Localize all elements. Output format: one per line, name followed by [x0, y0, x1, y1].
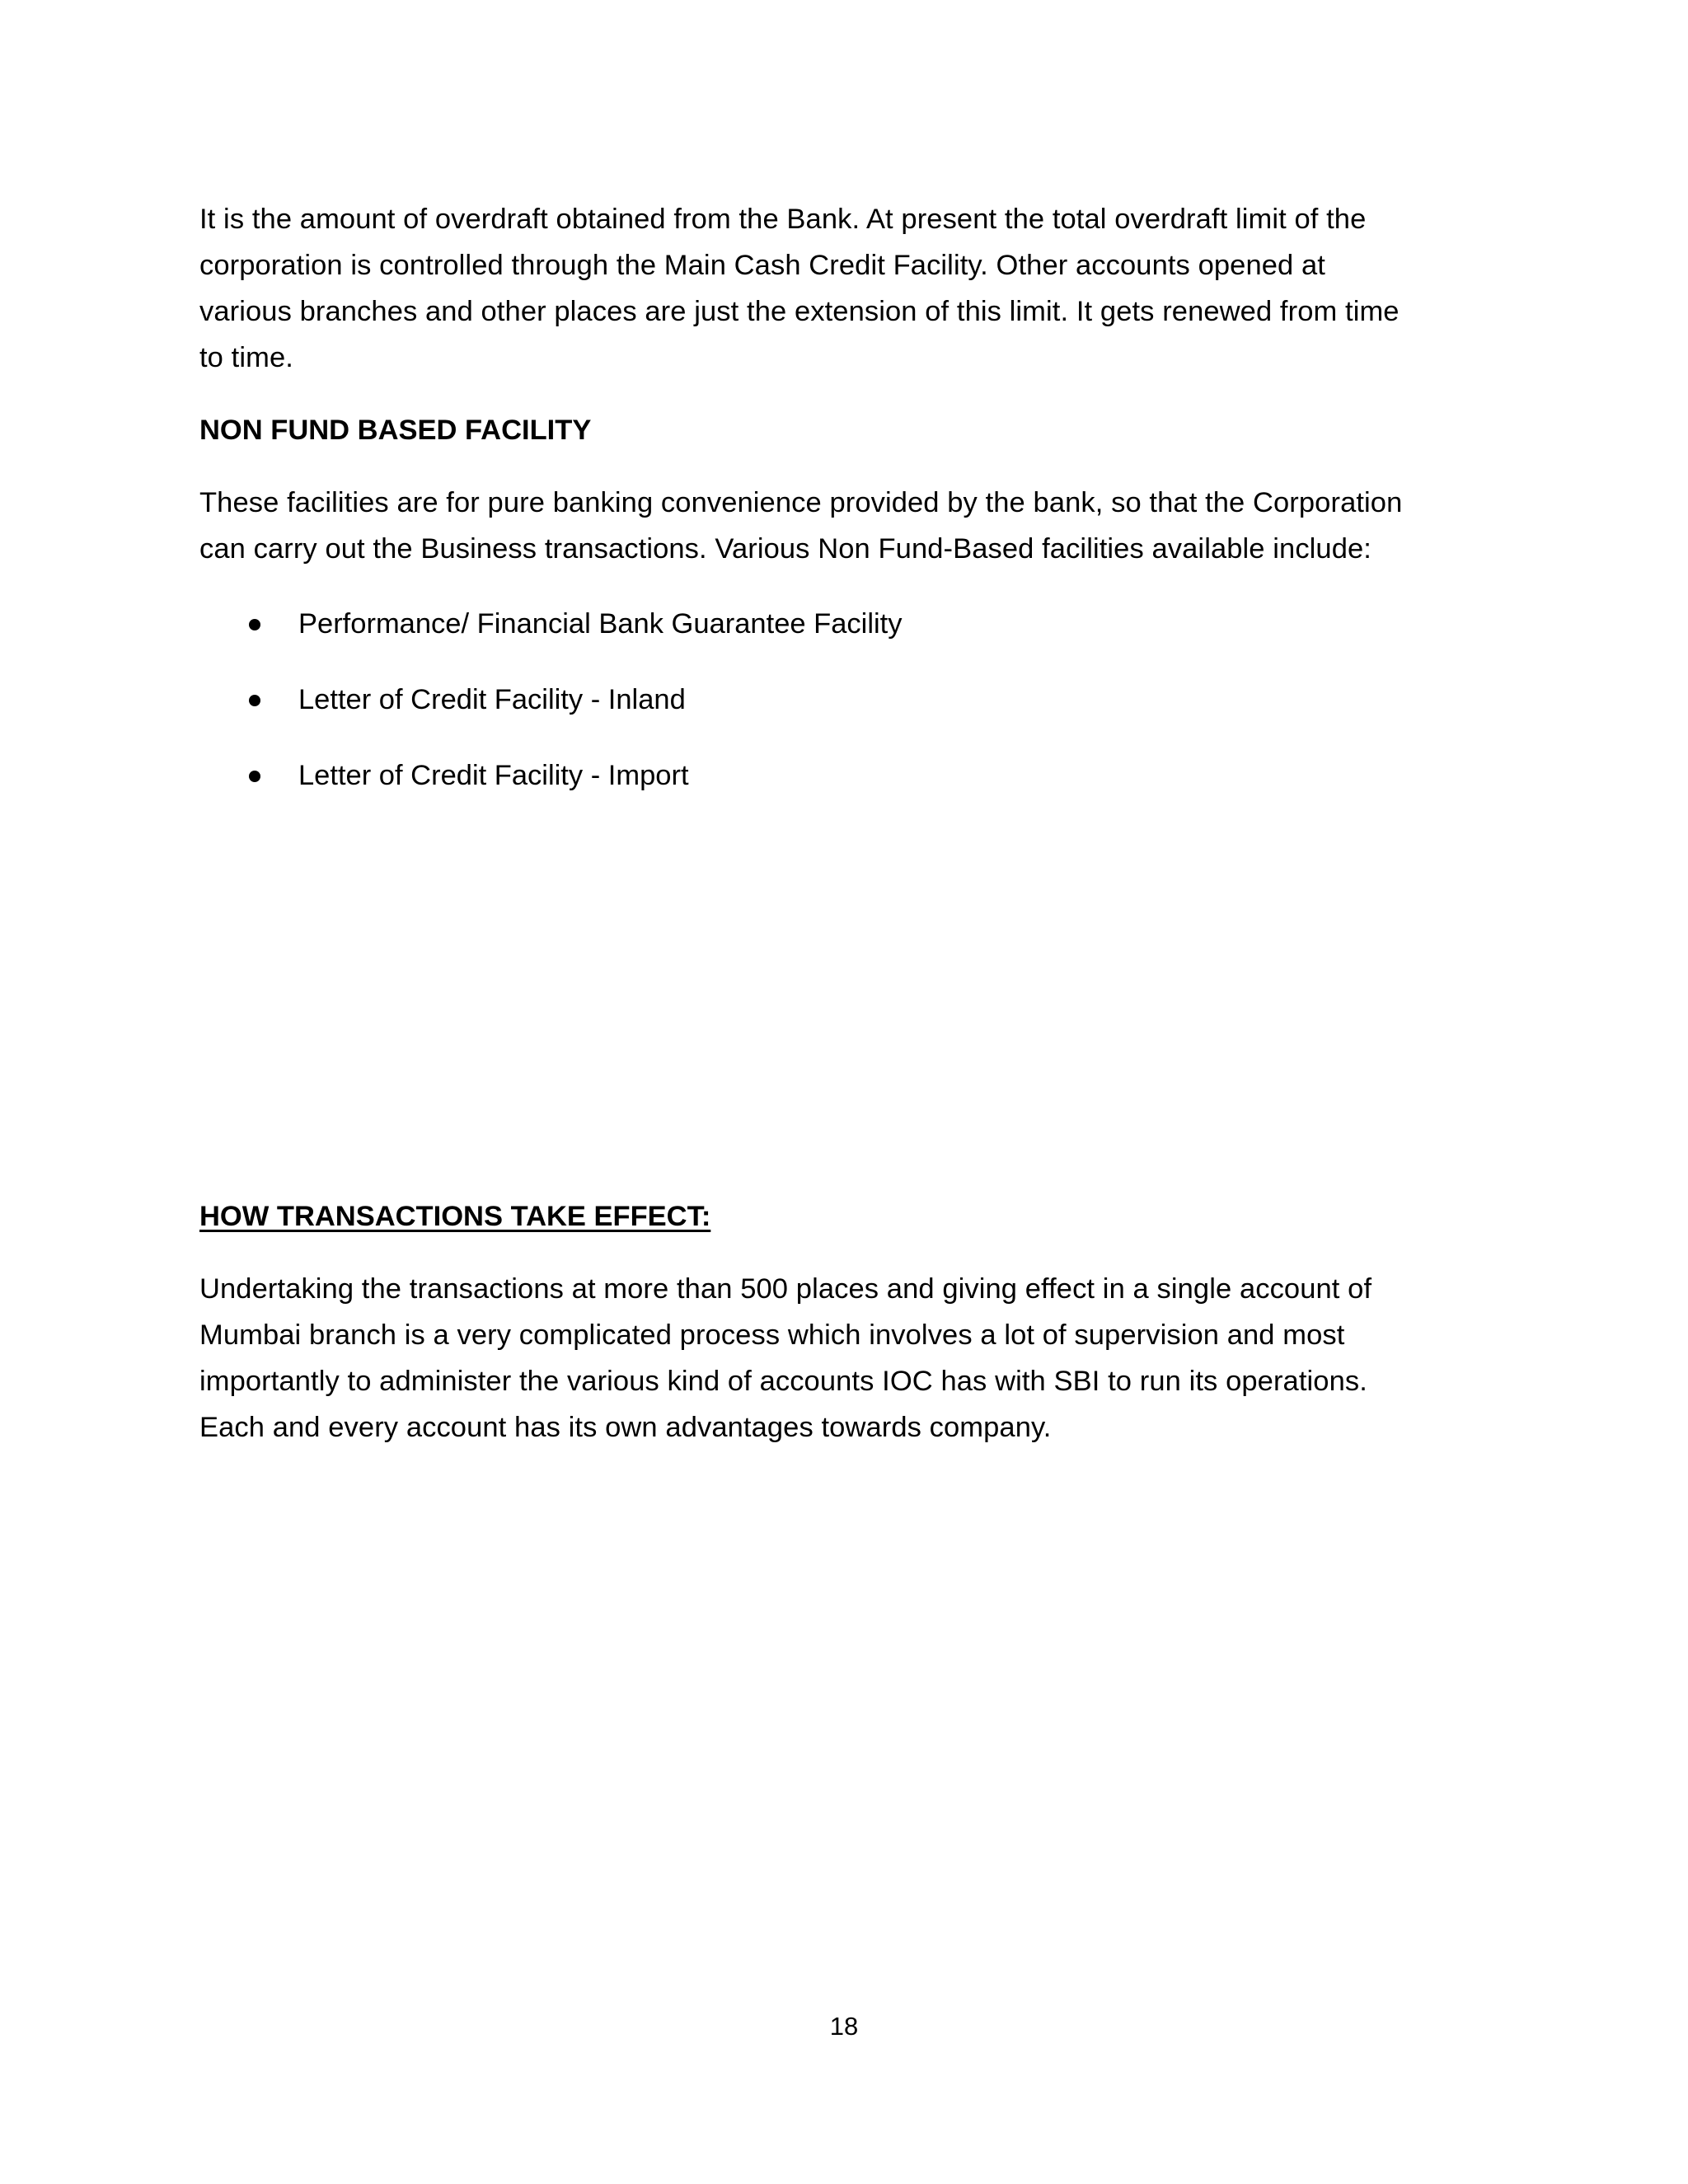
intro-paragraph	[199, 196, 1510, 381]
list-item-text: Letter of Credit Facility - Inland	[298, 684, 686, 715]
list-item-text: Letter of Credit Facility - Import	[298, 760, 689, 791]
bullet-icon	[249, 695, 260, 706]
transactions-section	[199, 1193, 1510, 1240]
transactions-line: importantly to administer the various kind of accounts IOC has with SBI to run its operations.	[199, 1366, 1367, 1397]
non-fund-paragraph	[199, 480, 1510, 572]
bullet-icon	[249, 619, 260, 630]
list-item	[199, 601, 1510, 677]
intro-line: It is the amount of overdraft obtained from the Bank. At present the total overdraft limit of the	[199, 204, 1367, 235]
list-item	[199, 752, 1510, 828]
list-item-text: Performance/ Financial Bank Guarantee Facility	[298, 608, 903, 640]
transactions-line: Mumbai branch is a very complicated process which involves a lot of supervision and most	[199, 1319, 1345, 1351]
transactions-heading: HOW TRANSACTIONS TAKE EFFECT:	[199, 1201, 711, 1232]
non-fund-line: These facilities are for pure banking convenience provided by the bank, so that the Corporation	[199, 487, 1403, 518]
intro-line: corporation is controlled through the Main Cash Credit Facility. Other accounts opened at	[199, 250, 1325, 281]
facility-list	[199, 601, 1510, 828]
bullet-icon	[249, 771, 260, 782]
non-fund-section	[199, 407, 1510, 453]
non-fund-heading: NON FUND BASED FACILITY	[199, 415, 592, 446]
intro-line: to time.	[199, 342, 293, 373]
list-item	[199, 677, 1510, 752]
transactions-line: Each and every account has its own advantages towards company.	[199, 1412, 1052, 1443]
transactions-paragraph	[199, 1266, 1510, 1451]
non-fund-line: can carry out the Business transactions. Various Non Fund-Based facilities available include:	[199, 533, 1372, 565]
intro-line: various branches and other places are just the extension of this limit. It gets renewed from time	[199, 296, 1400, 327]
transactions-line: Undertaking the transactions at more than 500 places and giving effect in a single account of	[199, 1273, 1372, 1305]
page-number: 18	[829, 2012, 859, 2041]
